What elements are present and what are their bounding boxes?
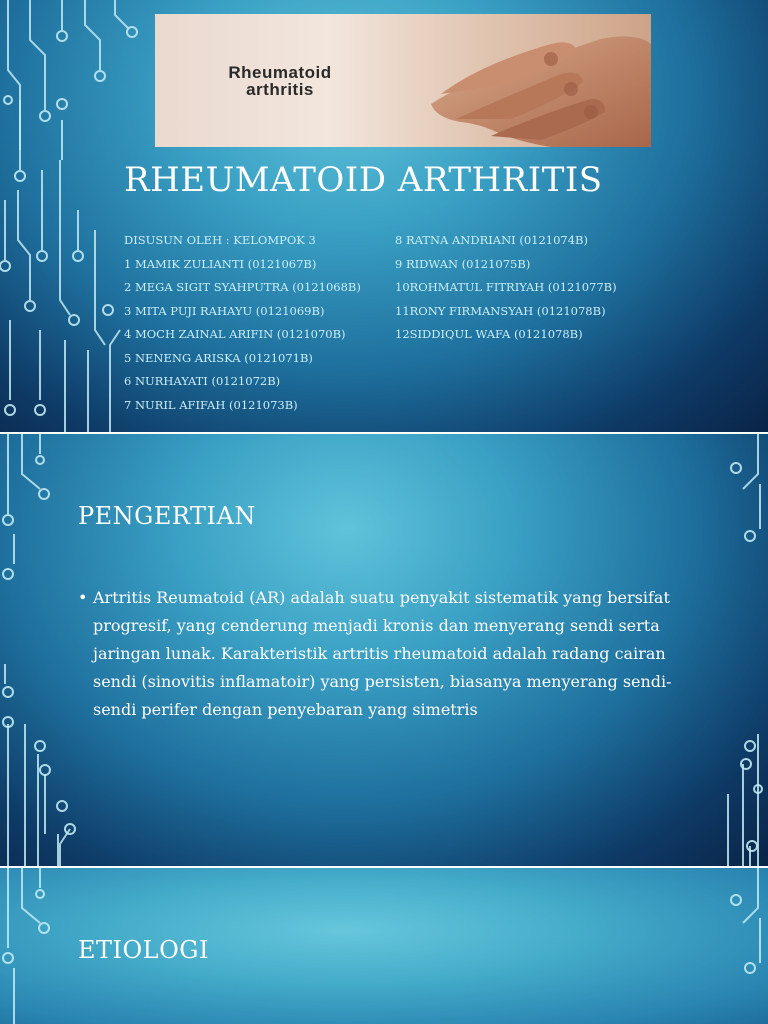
author-item: 4 MOCH ZAINAL ARIFIN (0121070B) — [124, 327, 346, 341]
bullet-icon: • — [78, 588, 88, 607]
author-item: 2 MEGA SIGIT SYAHPUTRA (0121068B) — [124, 280, 361, 294]
banner-caption: Rheumatoid arthritis — [228, 63, 332, 99]
section-heading: ETIOLOGI — [78, 936, 209, 964]
circuit-decoration-icon — [698, 868, 768, 1024]
etiology-slide — [0, 868, 768, 1024]
banner-image — [155, 14, 651, 147]
title-slide — [0, 0, 768, 432]
circuit-decoration-icon — [698, 434, 768, 866]
author-item: 11RONY FIRMANSYAH (0121078B) — [395, 303, 606, 318]
presentation-title: RHEUMATOID ARTHRITIS — [124, 160, 603, 200]
author-header: DISUSUN OLEH : KELOMPOK 3 — [124, 233, 316, 247]
circuit-decoration-icon — [0, 434, 90, 866]
definition-bullet — [78, 584, 693, 724]
author-item: 3 MITA PUJI RAHAYU (0121069B) — [124, 303, 325, 318]
hand-photo-icon — [401, 14, 651, 147]
author-item: 7 NURIL AFIFAH (0121073B) — [124, 397, 298, 412]
author-item: 9 RIDWAN (0121075B) — [395, 256, 531, 271]
definition-text: Artritis Reumatoid (AR) adalah suatu penyakit sistematik yang bersifat progresif, yang cenderung menjadi kronis dan menyerang sendi serta jaringan lunak. Karakteristik artritis rheumatoid adalah radang cairan sendi (sinovitis inflamatoir) yang persisten, biasanya menyerang sendi-sendi perifer dengan penyebaran yang simetris — [93, 588, 672, 719]
section-heading: PENGERTIAN — [78, 502, 256, 530]
author-item: 6 NURHAYATI (0121072B) — [124, 374, 281, 388]
authors-list-left — [124, 232, 361, 420]
circuit-decoration-icon — [0, 868, 90, 1024]
definition-slide — [0, 434, 768, 866]
author-item: 10ROHMATUL FITRIYAH (0121077B) — [395, 280, 617, 294]
author-item: 12SIDDIQUL WAFA (0121078B) — [395, 327, 583, 341]
authors-list-right — [395, 232, 617, 350]
author-item: 1 MAMIK ZULIANTI (0121067B) — [124, 256, 317, 271]
author-item: 5 NENENG ARISKA (0121071B) — [124, 350, 313, 365]
author-item: 8 RATNA ANDRIANI (0121074B) — [395, 233, 588, 247]
